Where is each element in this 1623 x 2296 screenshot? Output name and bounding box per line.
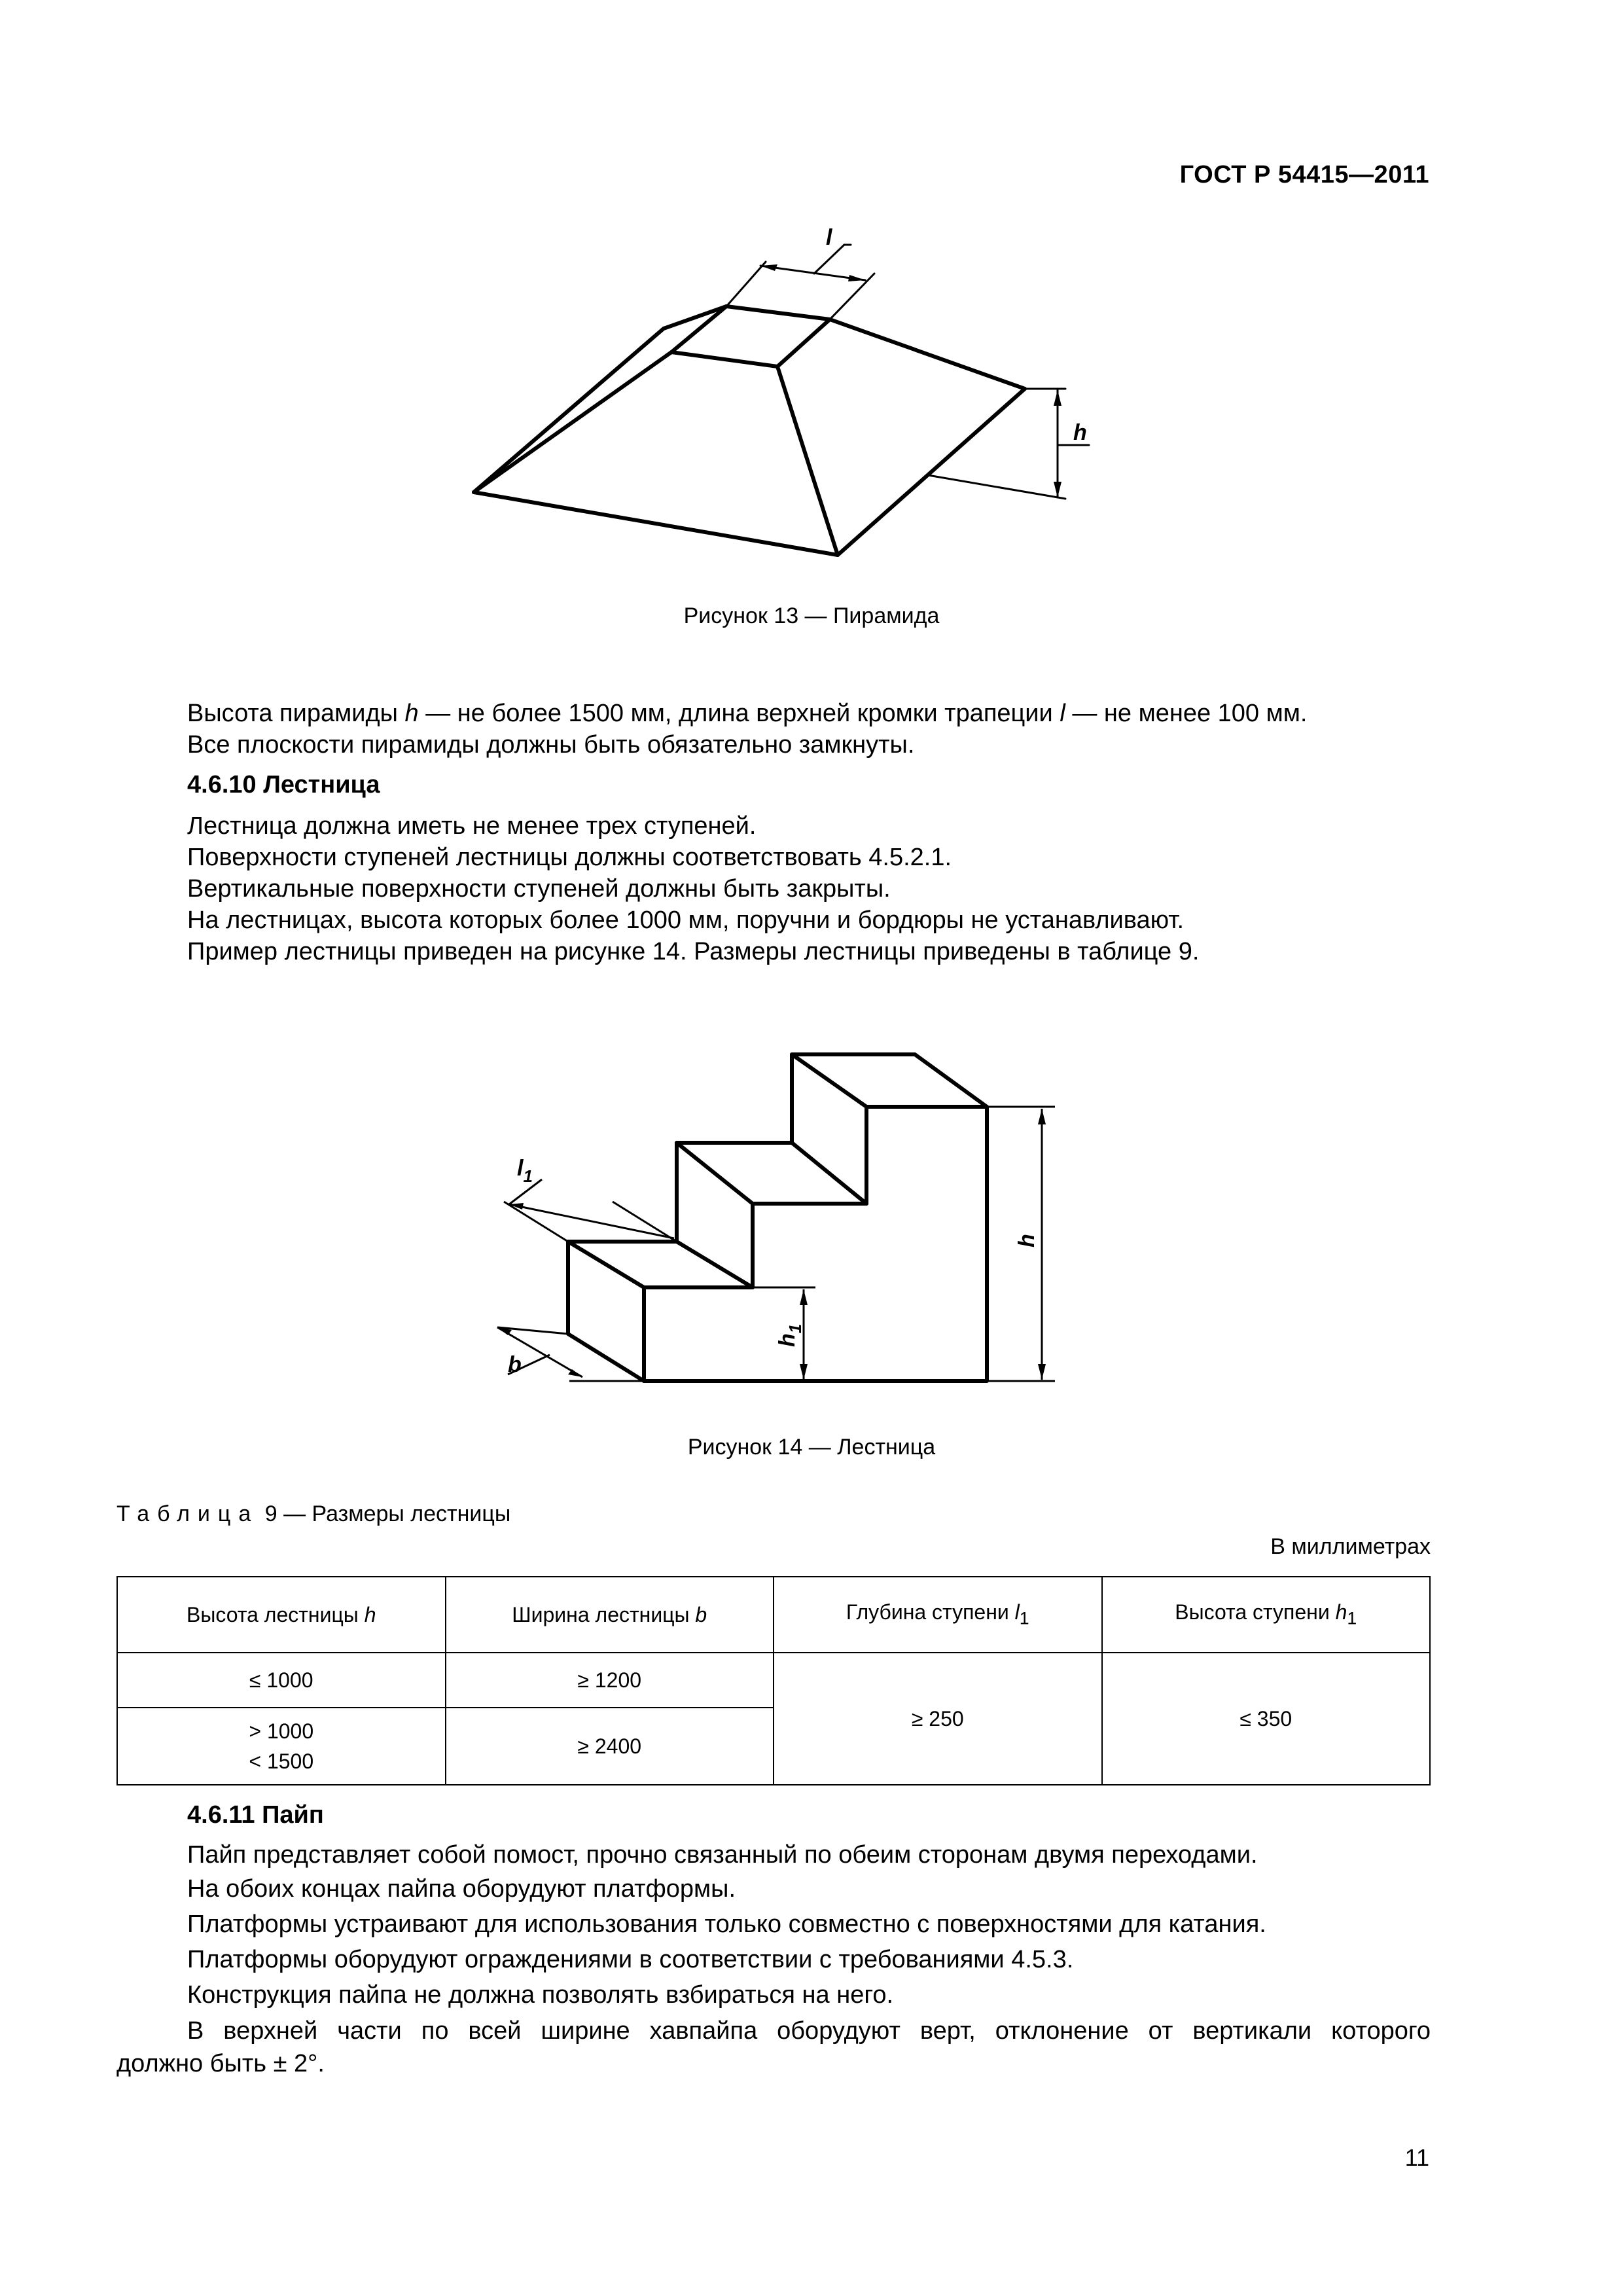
ladder-text-line-1: Лестница должна иметь не менее трех ступеней. <box>187 812 757 840</box>
table-units: В миллиметрах <box>1270 1534 1431 1559</box>
pipe-text-line-4: Платформы оборудуют ограждениями в соответствии с требованиями 4.5.3. <box>187 1946 1074 1973</box>
ladder-text-line-4: На лестницах, высота которых более 1000 мм, поручни и бордюры не устанавливают. <box>187 906 1185 934</box>
cell-step-height: ≤ 350 <box>1102 1653 1431 1785</box>
ladder-text-line-5: Пример лестницы приведен на рисунке 14. Размеры лестницы приведены в таблице 9. <box>187 938 1200 965</box>
label-h1: $h_1$ <box>775 1323 805 1347</box>
label-l: l <box>826 225 832 250</box>
figure-13-drawing <box>0 0 1623 589</box>
pyramid-height-text: Высота пирамиды h — не более 1500 мм, длина верхней кромки трапеции l — не менее 100 мм. <box>187 700 1308 727</box>
ladder-text-line-2: Поверхности ступеней лестницы должны соответствовать 4.5.2.1. <box>187 844 952 871</box>
ladder-text-line-3: Вертикальные поверхности ступеней должны быть закрыты. <box>187 875 891 903</box>
pipe-text-line-1: Пайп представляет собой помост, прочно связанный по обеим сторонам двумя переходами. <box>187 1841 1258 1869</box>
figure-14-caption: Рисунок 14 — Лестница <box>687 1435 936 1460</box>
table-9 <box>116 1576 1431 1785</box>
cell-width-1: ≥ 1200 <box>446 1653 774 1708</box>
header-step-height: Высота ступени $h_1$ <box>1102 1577 1431 1653</box>
label-l1: $l_1$ <box>517 1156 533 1186</box>
pipe-text-last-line-1: В верхней части по всей ширине хавпайпа оборудуют верт, отклонение от вертикали которого <box>187 2017 1431 2045</box>
cell-height-1: ≤ 1000 <box>117 1653 446 1708</box>
pipe-text-last-line-2: должно быть ± 2°. <box>116 2050 325 2077</box>
pipe-text-line-3: Платформы устраивают для использования только совместно с поверхностями для катания. <box>187 1910 1266 1938</box>
figure-13-caption: Рисунок 13 — Пирамида <box>683 603 940 628</box>
page-number: 11 <box>1404 2144 1429 2171</box>
cell-height-2: > 1000 < 1500 <box>117 1708 446 1785</box>
pipe-text-line-5: Конструкция пайпа не должна позволять взбираться на него. <box>187 1981 894 2009</box>
pipe-text-last <box>116 2015 1431 2080</box>
section-4-6-11-heading: 4.6.11 Пайп <box>187 1801 324 1829</box>
pyramid-planes-text: Все плоскости пирамиды должны быть обязательно замкнуты. <box>187 731 915 759</box>
header-width: Ширина лестницы b <box>446 1577 774 1653</box>
figure-14-ladder <box>0 1021 1623 1414</box>
pipe-text-line-2: На обоих концах пайпа оборудуют платформы. <box>187 1875 736 1903</box>
table-header-row <box>117 1577 1430 1653</box>
label-h: h <box>1014 1234 1039 1247</box>
table-row <box>117 1653 1430 1708</box>
document-number: ГОСТ Р 54415—2011 <box>1179 161 1429 188</box>
cell-width-2: ≥ 2400 <box>446 1708 774 1785</box>
label-b: b <box>508 1352 522 1377</box>
cell-step-depth: ≥ 250 <box>774 1653 1102 1785</box>
table-9-title: Таблица 9 — Размеры лестницы <box>116 1501 511 1526</box>
label-h: h <box>1073 420 1087 445</box>
header-height: Высота лестницы h <box>117 1577 446 1653</box>
header-step-depth: Глубина ступени $l_1$ <box>774 1577 1102 1653</box>
section-4-6-10-heading: 4.6.10 Лестница <box>187 771 380 798</box>
